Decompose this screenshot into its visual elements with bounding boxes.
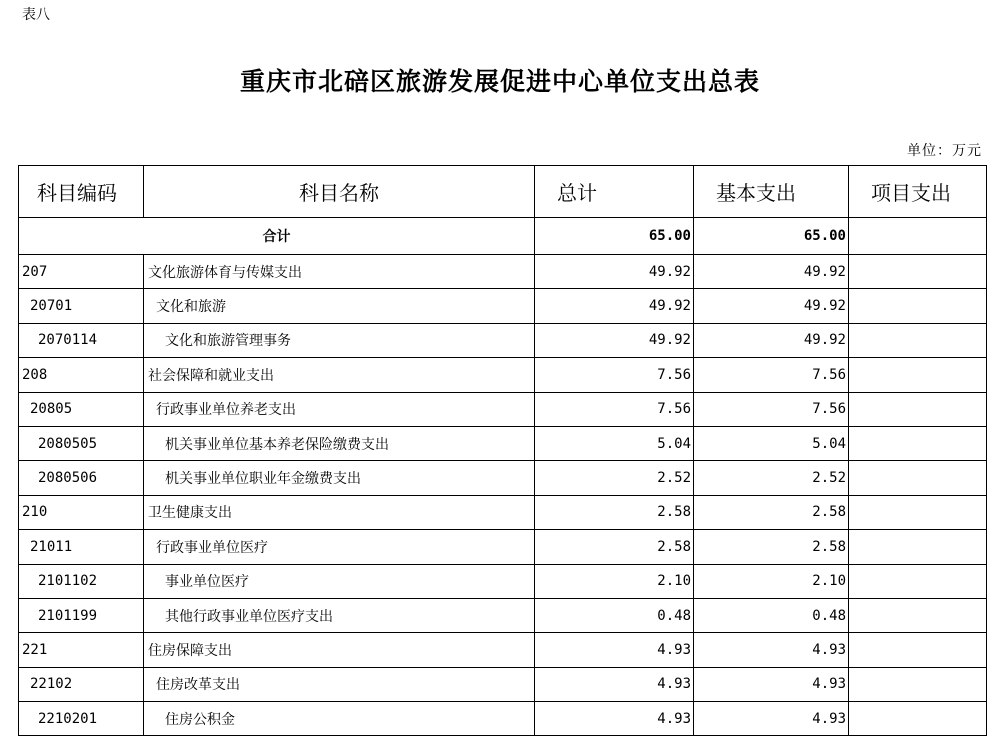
header-row <box>19 166 987 218</box>
row-code: 20805 <box>19 392 144 426</box>
table-row <box>19 289 987 323</box>
row-name: 文化和旅游管理事务 <box>144 323 535 357</box>
row-total: 2.10 <box>535 564 694 598</box>
row-name: 住房保障支出 <box>144 633 535 667</box>
row-code: 21011 <box>19 530 144 564</box>
row-total: 0.48 <box>535 598 694 632</box>
row-project <box>849 323 987 357</box>
row-project <box>849 461 987 495</box>
row-code: 221 <box>19 633 144 667</box>
row-total: 2.58 <box>535 530 694 564</box>
row-name: 住房公积金 <box>144 702 535 736</box>
row-project <box>849 392 987 426</box>
row-code: 2080505 <box>19 426 144 460</box>
table-row <box>19 702 987 736</box>
table-row <box>19 530 987 564</box>
row-code: 22102 <box>19 667 144 701</box>
table-row <box>19 495 987 529</box>
header-code: 科目编码 <box>19 166 144 218</box>
table-row <box>19 358 987 392</box>
row-name: 文化旅游体育与传媒支出 <box>144 255 535 289</box>
row-total: 49.92 <box>535 255 694 289</box>
row-name: 事业单位医疗 <box>144 564 535 598</box>
table-row <box>19 255 987 289</box>
header-total: 总计 <box>535 166 694 218</box>
row-basic: 49.92 <box>694 255 849 289</box>
total-label: 合计 <box>19 218 535 255</box>
row-total: 49.92 <box>535 323 694 357</box>
row-basic: 7.56 <box>694 358 849 392</box>
table-row <box>19 564 987 598</box>
row-basic: 5.04 <box>694 426 849 460</box>
row-total: 7.56 <box>535 392 694 426</box>
header-basic: 基本支出 <box>694 166 849 218</box>
row-basic: 2.10 <box>694 564 849 598</box>
table-row <box>19 598 987 632</box>
row-name: 行政事业单位养老支出 <box>144 392 535 426</box>
row-basic: 4.93 <box>694 702 849 736</box>
row-code: 2080506 <box>19 461 144 495</box>
row-code: 210 <box>19 495 144 529</box>
row-total: 4.93 <box>535 633 694 667</box>
row-name: 住房改革支出 <box>144 667 535 701</box>
header-project: 项目支出 <box>849 166 987 218</box>
page-title: 重庆市北碚区旅游发展促进中心单位支出总表 <box>239 67 760 96</box>
row-project <box>849 702 987 736</box>
row-basic: 2.58 <box>694 530 849 564</box>
table-row <box>19 667 987 701</box>
table-row <box>19 392 987 426</box>
row-code: 2101199 <box>19 598 144 632</box>
row-name: 卫生健康支出 <box>144 495 535 529</box>
total-basic: 65.00 <box>694 218 849 255</box>
row-basic: 2.58 <box>694 495 849 529</box>
row-total: 2.58 <box>535 495 694 529</box>
row-total: 4.93 <box>535 702 694 736</box>
row-name: 机关事业单位基本养老保险缴费支出 <box>144 426 535 460</box>
row-code: 207 <box>19 255 144 289</box>
table-row <box>19 323 987 357</box>
row-name: 社会保障和就业支出 <box>144 358 535 392</box>
row-name: 机关事业单位职业年金缴费支出 <box>144 461 535 495</box>
row-total: 4.93 <box>535 667 694 701</box>
header-name: 科目名称 <box>144 166 535 218</box>
row-code: 2070114 <box>19 323 144 357</box>
row-project <box>849 255 987 289</box>
row-total: 49.92 <box>535 289 694 323</box>
table-row <box>19 633 987 667</box>
row-basic: 4.93 <box>694 633 849 667</box>
row-project <box>849 289 987 323</box>
row-code: 2101102 <box>19 564 144 598</box>
row-code: 208 <box>19 358 144 392</box>
expenditure-table <box>18 165 987 736</box>
row-total: 5.04 <box>535 426 694 460</box>
row-project <box>849 564 987 598</box>
row-total: 7.56 <box>535 358 694 392</box>
unit-label: 单位：万元 <box>907 143 982 159</box>
row-code: 2210201 <box>19 702 144 736</box>
row-project <box>849 495 987 529</box>
table-number: 表八 <box>22 7 50 23</box>
row-code: 20701 <box>19 289 144 323</box>
row-name: 行政事业单位医疗 <box>144 530 535 564</box>
total-amount: 65.00 <box>535 218 694 255</box>
row-name: 文化和旅游 <box>144 289 535 323</box>
row-basic: 2.52 <box>694 461 849 495</box>
row-name: 其他行政事业单位医疗支出 <box>144 598 535 632</box>
table-row <box>19 426 987 460</box>
row-basic: 7.56 <box>694 392 849 426</box>
row-basic: 49.92 <box>694 289 849 323</box>
row-project <box>849 667 987 701</box>
row-basic: 49.92 <box>694 323 849 357</box>
row-project <box>849 633 987 667</box>
row-basic: 0.48 <box>694 598 849 632</box>
row-project <box>849 426 987 460</box>
row-project <box>849 598 987 632</box>
row-basic: 4.93 <box>694 667 849 701</box>
total-project <box>849 218 987 255</box>
row-total: 2.52 <box>535 461 694 495</box>
total-row <box>19 218 987 255</box>
row-project <box>849 530 987 564</box>
table-row <box>19 461 987 495</box>
row-project <box>849 358 987 392</box>
